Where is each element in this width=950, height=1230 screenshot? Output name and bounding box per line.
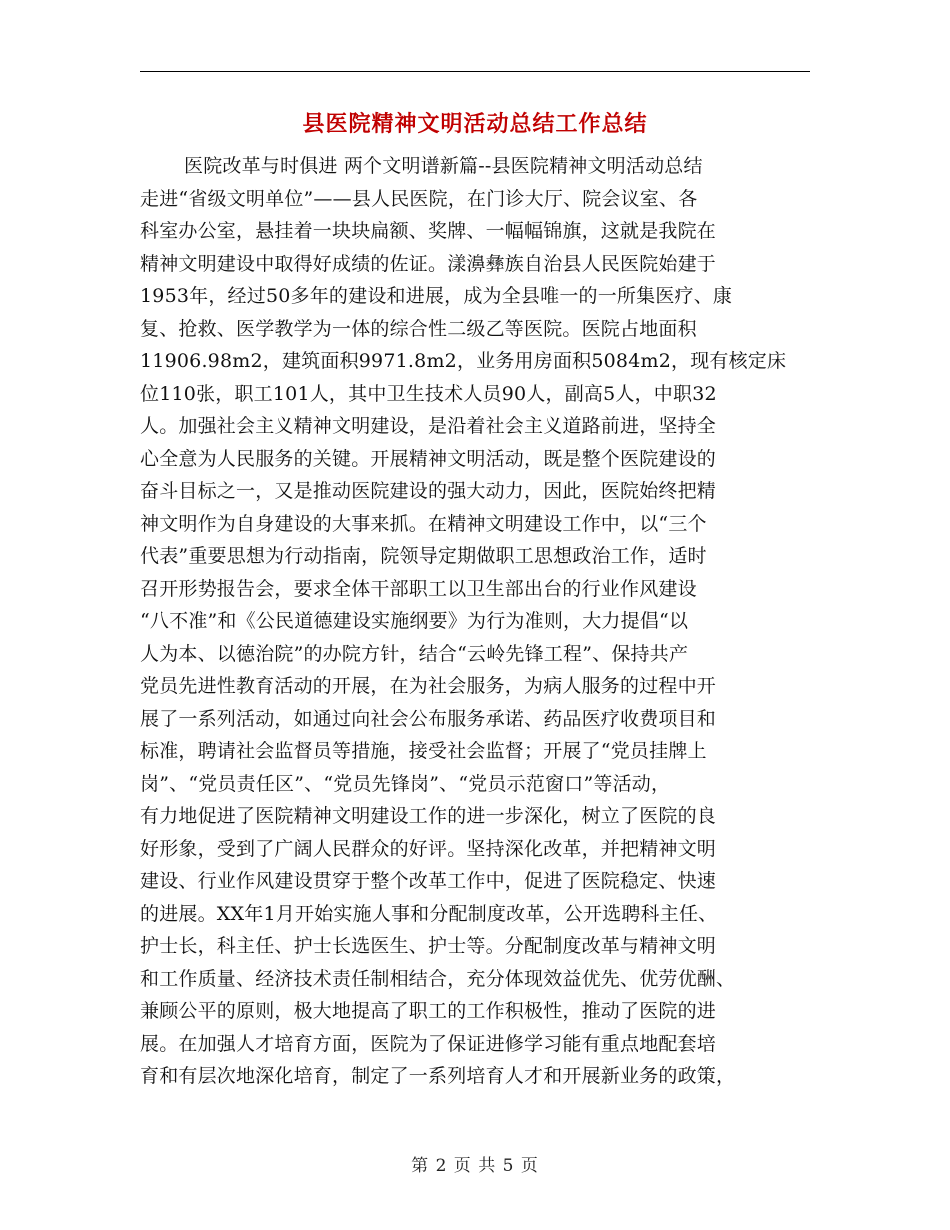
- body-line: 召开形势报告会，要求全体干部职工以卫生部出台的行业作风建设: [140, 577, 697, 600]
- body-line: 11906.98m2，建筑面积9971.8m2，业务用房面积5084m2，现有核定床: [140, 350, 787, 372]
- body-line: 好形象，受到了广阔人民群众的好评。坚持深化改革，并把精神文明: [140, 837, 717, 860]
- body-line: 人为本、以德治院”的办院方针，结合“云岭先锋工程”、保持共产: [140, 642, 689, 665]
- body-line: 医院改革与时俱进 两个文明谱新篇--县医院精神文明活动总结: [184, 155, 703, 177]
- document-body: [140, 150, 812, 1093]
- document-title: 县医院精神文明活动总结工作总结: [302, 112, 648, 137]
- body-line: “八不准”和《公民道德建设实施纲要》为行为准则，大力提倡“以: [140, 610, 689, 632]
- body-line: 兼顾公平的原则，极大地提高了职工的工作积极性，推动了医院的进: [140, 1000, 717, 1022]
- body-line: 位110张，职工101人，其中卫生技术人员90人，副高5人，中职32: [140, 382, 717, 405]
- body-line: 和工作质量、经济技术责任制相结合，充分体现效益优先、优劳优酬、: [140, 967, 736, 990]
- body-line: 标准，聘请社会监督员等措施，接受社会监督；开展了“党员挂牌上: [140, 740, 707, 762]
- body-line: 走进“省级文明单位”——县人民医院，在门诊大厅、院会议室、各: [140, 187, 698, 210]
- body-line: 奋斗目标之一，又是推动医院建设的强大动力，因此，医院始终把精: [140, 480, 717, 502]
- body-line: 人。加强社会主义精神文明建设，是沿着社会主义道路前进，坚持全: [140, 415, 717, 437]
- header-rule: [140, 71, 810, 72]
- body-line: 有力地促进了医院精神文明建设工作的进一步深化，树立了医院的良: [140, 805, 717, 827]
- page-footer: 第 2 页 共 5 页: [411, 1156, 539, 1176]
- body-line: 党员先进性教育活动的开展，在为社会服务，为病人服务的过程中开: [140, 675, 717, 697]
- body-line: 复、抢救、医学教学为一体的综合性二级乙等医院。医院占地面积: [140, 317, 697, 340]
- body-line: 科室办公室，悬挂着一块块扁额、奖牌、一幅幅锦旗，这就是我院在: [140, 220, 717, 242]
- body-line: 心全意为人民服务的关键。开展精神文明活动，既是整个医院建设的: [140, 447, 717, 470]
- body-line: 精神文明建设中取得好成绩的佐证。漾濞彝族自治县人民医院始建于: [140, 252, 717, 275]
- body-line: 的进展。XX年1月开始实施人事和分配制度改革，公开选聘科主任、: [140, 902, 718, 925]
- body-line: 展了一系列活动，如通过向社会公布服务承诺、药品医疗收费项目和: [140, 707, 717, 730]
- body-line: 展。在加强人才培育方面，医院为了保证进修学习能有重点地配套培: [140, 1032, 717, 1055]
- body-line: 神文明作为自身建设的大事来抓。在精神文明建设工作中，以“三个: [140, 512, 707, 535]
- body-line: 岗”、“党员责任区”、“党员先锋岗”、“党员示范窗口”等活动，: [140, 772, 671, 795]
- body-line: 育和有层次地深化培育，制定了一系列培育人才和开展新业务的政策，: [140, 1065, 736, 1087]
- body-line: 1953年，经过50多年的建设和进展，成为全县唯一的一所集医疗、康: [140, 285, 733, 307]
- body-line: 建设、行业作风建设贯穿于整个改革工作中，促进了医院稳定、快速: [140, 870, 717, 892]
- body-line: 护士长，科主任、护士长选医生、护士等。分配制度改革与精神文明: [140, 935, 717, 957]
- body-line: 代表”重要思想为行动指南，院领导定期做职工思想政治工作，适时: [140, 545, 707, 567]
